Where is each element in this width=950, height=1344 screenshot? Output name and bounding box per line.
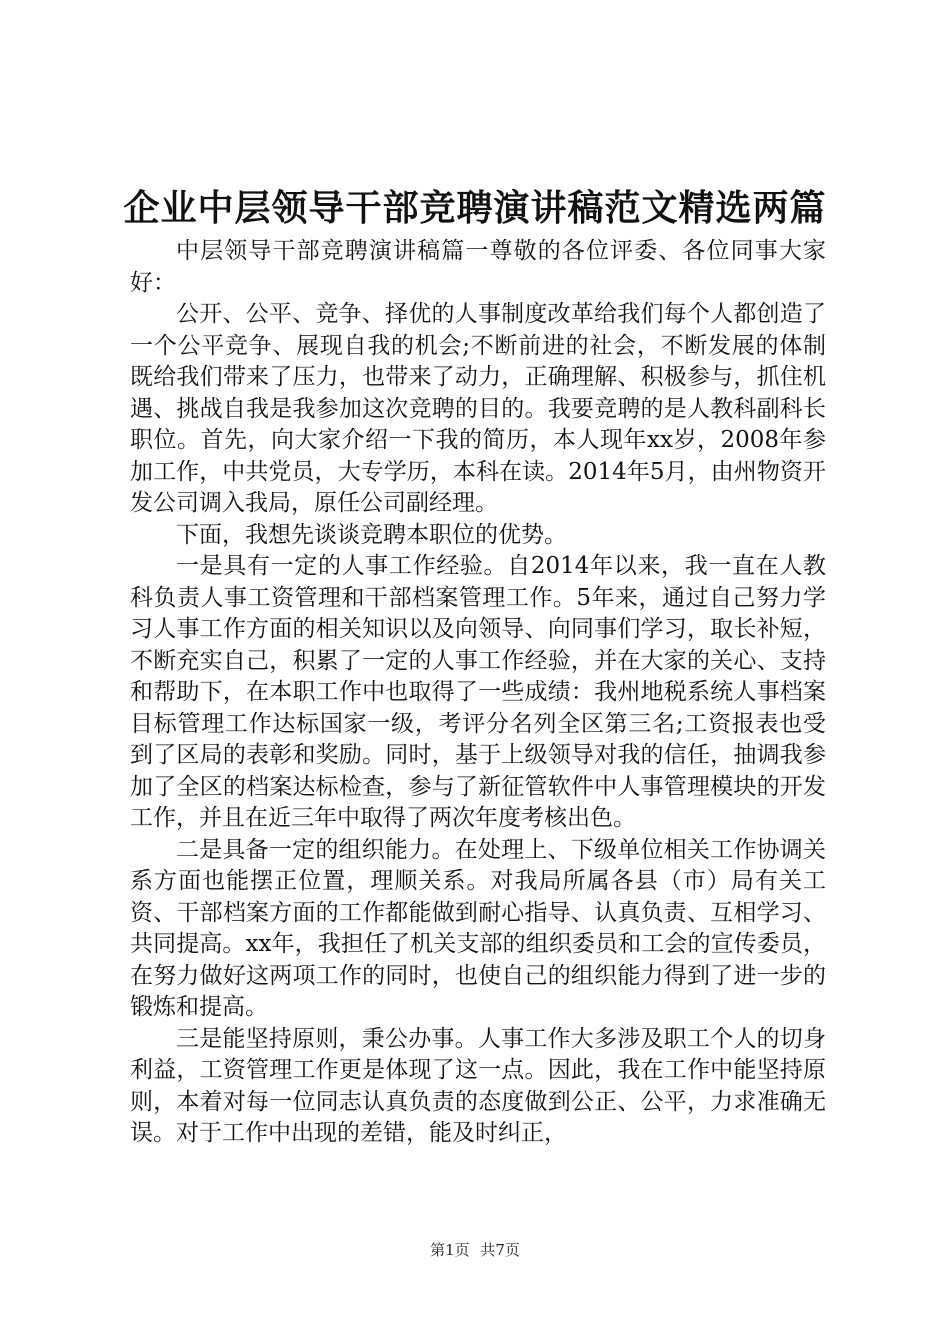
document-title: 企业中层领导干部竞聘演讲稿范文精选两篇 bbox=[123, 187, 827, 229]
paragraph: 一是具有一定的人事工作经验。自2014年以来，我一直在人教科负责人事工资管理和干部档案管理工作。5年来，通过自己努力学习人事工作方面的相关知识以及向领导、向同事们学习，取长补短，不断充实自己，积累了一定的人事工作经验，并在大家的关心、支持和帮助下，在本职工作中也取得了一些成绩：我州地税系统人事档案目标管理工作达标国家一级，考评分名列全区第三名;工资报表也受到了区局的表彰和奖励。同时，基于上级领导对我的信任，抽调我参加了全区的档案达标检查，参与了新征管软件中人事管理模块的开发工作，并且在近三年中取得了两次年度考核出色。 bbox=[130, 553, 826, 831]
paragraph: 三是能坚持原则，秉公办事。人事工作大多涉及职工个人的切身利益，工资管理工作更是体现了这一点。因此，我在工作中能坚持原则，本着对每一位同志认真负责的态度做到公正、公平，力求准确无误。对于工作中出现的差错，能及时纠正， bbox=[130, 1025, 826, 1146]
page-footer bbox=[0, 1240, 950, 1260]
page-number: 第1页 bbox=[430, 1241, 470, 1259]
paragraph: 公开、公平、竞争、择优的人事制度改革给我们每个人都创造了一个公平竞争、展现自我的机会;不断前进的社会，不断发展的体制既给我们带来了压力，也带来了动力，正确理解、积极参与，抓住机遇、挑战自我是我参加这次竞聘的目的。我要竞聘的是人教科副科长职位。首先，向大家介绍一下我的简历，本人现年xx岁，2008年参加工作，中共党员，大专学历，本科在读。2014年5月，由州物资开发公司调入我局，原任公司副经理。 bbox=[130, 301, 826, 516]
page-total: 共7页 bbox=[480, 1241, 520, 1259]
document-body bbox=[130, 236, 826, 1150]
paragraph: 二是具备一定的组织能力。在处理上、下级单位相关工作协调关系方面也能摆正位置，理顺关系。对我局所属各县（市）局有关工资、干部档案方面的工作都能做到耐心指导、认真负责、互相学习、共同提高。xx年，我担任了机关支部的组织委员和工会的宣传委员，在努力做好这两项工作的同时，也使自己的组织能力得到了进一步的锻炼和提高。 bbox=[130, 836, 826, 1020]
paragraph: 下面，我想先谈谈竞聘本职位的优势。 bbox=[176, 521, 567, 548]
paragraph: 中层领导干部竞聘演讲稿篇一尊敬的各位评委、各位同事大家好： bbox=[130, 238, 826, 296]
